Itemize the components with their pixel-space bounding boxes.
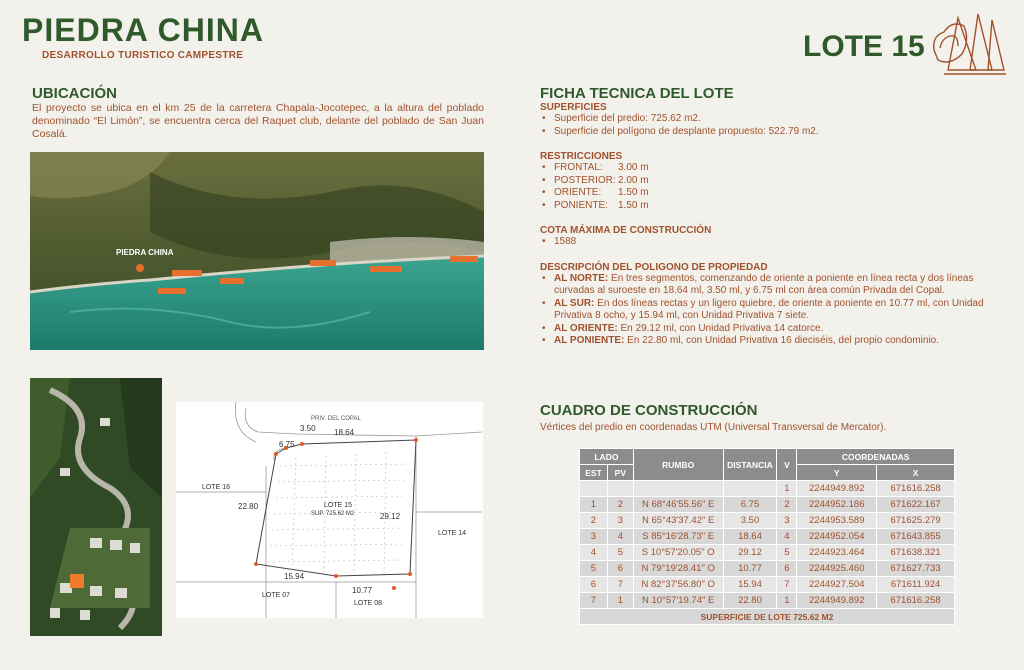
table-row: 4 5 S 10°57'20.05" O 29.12 5 2244923.464 671638.321	[580, 545, 955, 561]
lote-15-label: LOTE 15	[324, 502, 353, 509]
lote-16-label: LOTE 16	[202, 484, 231, 491]
ficha-tecnica	[540, 85, 1002, 348]
lote-title: LOTE 15	[803, 30, 925, 63]
restriccion-item: • PONIENTE: 1.50 m	[540, 200, 1002, 213]
ubicacion-text: El proyecto se ubica en el km 25 de la carretera Chapala-Jocotepec, a la altura del poblado denominado “El Limón”, se encuentra cerca del Raquet club, delante del poblado de San Juan Cosalá.	[32, 102, 484, 140]
header-pv: PV	[607, 465, 633, 481]
descripcion-norte: • AL NORTE: En tres segmentos, comenzando de oriente a poniente en línea recta y dos líneas curvadas al suroeste en 18.64 ml, 3.50 ml, y 6.75 ml con área común Privada del Copal.	[540, 273, 1002, 298]
lote-14-label: LOTE 14	[438, 530, 467, 537]
table-row: 2 3 N 65°43'37.42" E 3.50 3 2244953.589 671625.279	[580, 513, 955, 529]
cuadro-subtitle: Vértices del predio en coordenadas UTM (Universal Transversal de Mercator).	[540, 422, 887, 433]
ubicacion-heading: UBICACIÓN	[32, 85, 117, 102]
restriccion-item: • POSTERIOR: 2.00 m	[540, 175, 1002, 188]
superficies-title: SUPERFICIES	[540, 102, 607, 113]
header-distancia: DISTANCIA	[723, 449, 777, 481]
site-plan	[176, 402, 483, 618]
header-est: EST	[580, 465, 608, 481]
cuadro-heading: CUADRO DE CONSTRUCCIÓN	[540, 402, 758, 419]
cota-list	[540, 236, 1002, 249]
descripcion-oriente: • AL ORIENTE: En 29.12 ml, con Unidad Privativa 14 catorce.	[540, 323, 1002, 336]
dim-1077: 10.77	[352, 586, 373, 595]
lote-08-label: LOTE 08	[354, 600, 383, 607]
lote-07-label: LOTE 07	[262, 592, 291, 599]
restricciones-title: RESTRICCIONES	[540, 151, 623, 162]
ficha-heading: FICHA TECNICA DEL LOTE	[540, 85, 734, 102]
descripcion-poniente: • AL PONIENTE: En 22.80 ml, con Unidad Privativa 16 dieciséis, del propio condominio.	[540, 335, 1002, 348]
restricciones-list	[540, 162, 1002, 212]
dim-1864: 18.64	[334, 428, 355, 437]
cota-title: COTA MÁXIMA DE CONSTRUCCIÓN	[540, 225, 712, 236]
superficies-list	[540, 113, 1002, 138]
sailboat-mountain-logo	[930, 10, 1010, 80]
brand-title: PIEDRA CHINA	[22, 12, 264, 48]
header-v: V	[777, 449, 797, 481]
aerial-render	[30, 378, 162, 636]
descripcion-sur: • AL SUR: En dos líneas rectas y un ligero quiebre, de oriente a poniente en 10.77 ml, con Unidad Privativa 8 ocho, y 15.94 ml, con Unidad Privativa 7 siete.	[540, 298, 1002, 323]
header-coordenadas: COORDENADAS	[797, 449, 955, 465]
satellite-map	[30, 152, 484, 350]
cota-value: • 1588	[540, 236, 1002, 249]
table-footer: SUPERFICIE DE LOTE 725.62 M2	[580, 609, 955, 625]
header-x: X	[877, 465, 955, 481]
table-row: 7 1 N 10°57'19.74" E 22.80 1 2244949.892 671616.258	[580, 593, 955, 609]
cuadro-table	[579, 448, 955, 625]
dim-675: 6.75	[279, 440, 295, 449]
header-rumbo: RUMBO	[633, 449, 723, 481]
table-row: 1 2244949.892 671616.258	[580, 481, 955, 497]
brand-subtitle: DESARROLLO TURISTICO CAMPESTRE	[42, 50, 244, 61]
superficie-item: • Superficie del polígono de desplante propuesto: 522.79 m2.	[540, 126, 1002, 139]
dim-2912: 29.12	[380, 512, 401, 521]
header-y: Y	[797, 465, 877, 481]
restriccion-item: • FRONTAL: 3.00 m	[540, 162, 1002, 175]
dim-2280: 22.80	[238, 502, 259, 511]
table-row: 3 4 S 85°16'28.73" E 18.64 4 2244952.054 671643.855	[580, 529, 955, 545]
table-row: 5 6 N 79°19'28.41" O 10.77 6 2244925.460 671627.733	[580, 561, 955, 577]
superficie-item: • Superficie del predio: 725.62 m2.	[540, 113, 1002, 126]
table-row: 1 2 N 68°46'55.56" E 6.75 2 2244952.186 671622.167	[580, 497, 955, 513]
lote-15-sup: SUP. 725.62 M2	[311, 511, 355, 517]
dim-1594: 15.94	[284, 572, 305, 581]
header-lado: LADO	[580, 449, 634, 465]
descripcion-title: DESCRIPCIÓN DEL POLIGONO DE PROPIEDAD	[540, 261, 768, 273]
street-label: PRIV. DEL COPAL	[311, 416, 361, 422]
restriccion-item: • ORIENTE: 1.50 m	[540, 187, 1002, 200]
table-row: 6 7 N 82°37'56.80" O 15.94 7 2244927.504 671611.924	[580, 577, 955, 593]
descripcion-list	[540, 273, 1002, 348]
map-label-piedra-china: PIEDRA CHINA	[116, 248, 174, 257]
dim-350: 3.50	[300, 424, 316, 433]
